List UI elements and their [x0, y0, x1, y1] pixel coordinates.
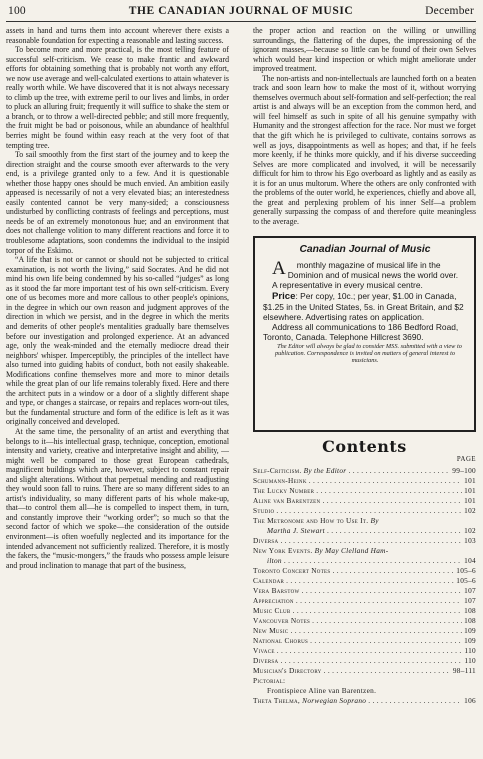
toc-entry-page: 106 [464, 695, 476, 705]
toc-entry-title: Vera Barstow [253, 585, 300, 595]
toc-entry-title: Vivace [253, 645, 275, 655]
paragraph: At the same time, the personality of an artist and everything that belongs to it—his intellectual grasp, technique, conception, emotional intensity and variety, creative and interpretative insight and ability, —might well be compared to those great European cathedrals, magnificent buildings which are, however, subject to constant repair and slight alterations. Without that perpetual mending and readjusting they would soon fall to ruins. There are so many different sides to an artist's individuality, so many different parts of his whole make-up, that—to control them all—he is compelled to inspect them, in turn, and constantly improve their “working order”; so much so that the second factor of which we spoke—the consideration of the outside environment—is often woefully neglected and its importance for the intended advancement not sufficiently realized. Therefore, it is mostly the fakers, the “music-mongers,” the frauds who possess ample leisure and proud inclination to manage that part of the business, [6, 426, 229, 570]
toc-entry-title [267, 686, 376, 696]
toc-entry-page: 103 [464, 535, 476, 545]
toc-entry [253, 616, 476, 626]
toc-entry-page: 102 [464, 505, 476, 515]
toc-entry [253, 636, 476, 646]
toc-entry-title: Diversa [253, 655, 279, 665]
toc-entry-page: 99–100 [452, 465, 476, 475]
paragraph: The non-artists and non-intellectuals are launched forth on a beaten track and soon learn how to make the most of it, without worrying themselves overmuch about self-formation and self-perfection; the real artist is and always will be an exception from the common herd, and will feel himself as such in spite of all his genuine sympathy with Humanity and the strongest affection for the race. Nor must we forget that the gift which he is privileged to cultivate, contains sorrows as well as joys, disappointments as well as hopes; and that, if he feels more keenly, if he thinks more quickly, and if his diverse succeeding Selves are more complicated and involved, it will be necessarily difficult for him to throw his Ego overboard as lightly and as easily as it is for an unus multorum. Where the others are only confronted with the problems of the outer world, he experiences, chiefly and above all, the great and perplexing problem of his inner Self—a problem generally surpassing the compass of and therefore quite meaningless to the average. [253, 73, 476, 226]
toc-entry-title: National Chorus [253, 635, 309, 645]
paragraph: “A life that is not or cannot or should not be subjected to critical examination, is not worth the living,” said Socrates. And he did not mind his own life being condemned by his so-called “judges” as long as it stood the far more important test of his own self-criticism. Every one of us becomes more and more callous to other people's opinions, in the degree in which our own reason and judgment approves of the direction in which we persist, and in the degree in which the merits and demerits of other people's mentalities gradually bare themselves before our investigation and prolonged experience. At an advanced age, only the weak-minded and the eternally mediocre dread their neighbors' whisper. Imperceptibly, the principles of the intellect have also turned into guiding habits of conduct, both not easily shakeable. Modifications confine themselves more and more to minor details while the great plan of our life remains tolerably fixed. Here and there the architect puts in a window or a door of a slightly different shape and type, or changes a staircase, or repairs and replaces worn-out tiles, but the fundamental structure and form of the edifice is left as it was originally conceived and developed. [6, 255, 229, 427]
toc-entry [253, 566, 476, 576]
price-label: Price [272, 290, 296, 302]
toc-entry-page: 110 [464, 645, 476, 655]
toc-entry-title [267, 526, 325, 536]
toc-entry-page: 109 [464, 635, 476, 645]
right-column [253, 26, 476, 751]
toc-entry [253, 606, 476, 616]
toc-entry [253, 646, 476, 656]
contents-heading: Contents [322, 437, 407, 457]
toc-leader-dots [284, 556, 462, 566]
drop-cap: A [272, 258, 286, 280]
toc-entry-byline: By May Clelland Ham- [312, 545, 389, 555]
toc-leader-dots [312, 616, 462, 626]
toc-entry [253, 656, 476, 666]
toc-leader-dots [310, 636, 462, 646]
toc-entry-title: Appreciation [253, 595, 294, 605]
toc-entry [253, 546, 476, 556]
toc-entry-byline: By the Editor [301, 465, 347, 475]
toc-entry-title: Studio [253, 505, 275, 515]
toc-leader-dots [296, 596, 462, 606]
toc-entry-page: 108 [464, 615, 476, 625]
toc-entry-page: 108 [464, 605, 476, 615]
toc-entry-page: 110 [464, 655, 476, 665]
toc-entry-title: The Metronome and How to Use It. By [253, 515, 379, 525]
toc-entry-title: Toronto Concert Notes [253, 565, 331, 575]
toc-entry [253, 676, 476, 686]
toc-entry [253, 516, 476, 526]
journal-title: THE CANADIAN JOURNAL OF MUSIC [128, 5, 354, 17]
subscription-advertisement [253, 236, 476, 432]
toc-entry-page: 107 [464, 585, 476, 595]
paragraph: To become more and more practical, is the most telling feature of successful self-criticism. We cease to make frantic and awkward efforts for obtaining something that is probably not worth any effort, we now use average and well-calculated exertions to attain whatever is really worth while. We have discovered that it is not always necessary to climb up the tree, with extreme peril to our lives and limbs, in order to pluck an alluring fruit; frequently it will suffice to shake the stem or a branch, or to throw a well-directed pebble; and still more frequently, the fruit might be bad or poisonous, while an abundance of healthful berries might be found within easy reach at the very foot of that tempting tree. [6, 45, 229, 150]
page-number: 100 [8, 5, 26, 17]
toc-entry [253, 666, 476, 676]
toc-entry [253, 626, 476, 636]
ad-description-text: monthly magazine of musical life in the Dominion and of musical news the world over. [287, 260, 459, 281]
toc-leader-dots [348, 466, 450, 476]
ad-price [263, 291, 467, 323]
toc-entry [253, 586, 476, 596]
toc-entry [253, 486, 476, 496]
toc-entry [253, 466, 476, 476]
issue-month: December [425, 5, 474, 17]
toc-entry-byline: ilton [267, 555, 282, 565]
toc-entry-title: New Music [253, 625, 289, 635]
toc-entry-title [267, 556, 282, 566]
price-text: : Per copy, 10c.; per year, $1.00 in Canada, $1.25 in the United States, 5s. in Great Britain, and $2 elsewhere. Advertising rates on application. [263, 290, 464, 323]
contents-page-label: PAGE [456, 456, 476, 464]
toc-leader-dots [316, 486, 462, 496]
toc-leader-dots [280, 656, 462, 666]
toc-leader-dots [309, 476, 462, 486]
toc-entry [253, 506, 476, 516]
toc-leader-dots [324, 666, 451, 676]
toc-entry-page: 105–6 [456, 565, 476, 575]
toc-entry-page: 104 [464, 555, 476, 565]
toc-entry [253, 556, 476, 566]
toc-leader-dots [332, 566, 454, 576]
toc-leader-dots [293, 606, 463, 616]
toc-entry-title: Calendar [253, 575, 285, 585]
toc-leader-dots [322, 496, 462, 506]
toc-entry [253, 596, 476, 606]
toc-entry [253, 576, 476, 586]
toc-entry [253, 496, 476, 506]
toc-entry-page: 101 [464, 475, 476, 485]
ad-description [263, 260, 467, 280]
toc-entry-byline: Norwegian Soprano [300, 695, 367, 705]
ad-representative: A representative in every musical centre. [272, 280, 423, 291]
toc-leader-dots [277, 646, 463, 656]
toc-leader-dots [276, 506, 462, 516]
toc-leader-dots [286, 576, 454, 586]
toc-leader-dots [327, 526, 462, 536]
running-header [6, 4, 476, 20]
toc-entry-page: 107 [464, 595, 476, 605]
toc-entry-title: Musician's Directory [253, 665, 322, 675]
ad-title: Canadian Journal of Music [299, 244, 431, 256]
toc-entry-page: 98–111 [452, 665, 476, 675]
toc-leader-dots [290, 626, 462, 636]
paragraph: the proper action and reaction on the willing or unwilling surroundings, the flattering of the dupes, the impressioning of the ignorant masses,—because so little can be found of their own Selves which would bear kind inspection or which might ameliorate under improved treatment. [253, 26, 476, 74]
toc-entry-byline: By [368, 515, 379, 525]
editor-note: The Editor will always be glad to consider MSS. submitted with a view to publication. Correspondence is invited on matters of general interest to musicians. [274, 342, 462, 365]
paragraph: To sail smoothly from the first start of the journey and to keep the direction straight and the course smooth ever afterwards to the very end, is a privilege granted only to a few. And it is questionable whether those happy ones should be much envied. An ambition easily appeased is necessarily of not a very elevated bias; an interestedness easily contented cannot be very many-sided; a consciousness undisturbed by conflicting contrasts of feelings and perceptions, must needs be of an extremely monotonous hue; and an environment that does not challenge volition to many different reactions and force it to troublesome adaptations, soon condemns the individual to the insipid torpor of the Eskimo. [6, 150, 229, 255]
toc-entry [253, 526, 476, 536]
toc-entry [253, 696, 476, 706]
toc-entry-title: Theta Thelma, Norwegian Soprano [253, 695, 367, 705]
left-column [6, 26, 229, 751]
toc-entry-title: Self-Criticism. By the Editor [253, 465, 347, 475]
toc-entry-page: 109 [464, 625, 476, 635]
toc-entry-title: Pictorial: [253, 675, 286, 685]
toc-entry-page: 102 [464, 525, 476, 535]
toc-entry-title: Vancouver Notes [253, 615, 311, 625]
toc-leader-dots [280, 536, 462, 546]
toc-entry-title: Diversa [253, 535, 279, 545]
table-of-contents [253, 466, 476, 706]
toc-entry-byline: Frontispiece Aline van Barentzen. [267, 685, 377, 695]
toc-entry-title: Schumann-Heink [253, 475, 307, 485]
toc-entry-title: Music Club [253, 605, 291, 615]
toc-entry [253, 536, 476, 546]
toc-entry-page: 101 [464, 495, 476, 505]
toc-entry-title: The Lucky Number [253, 485, 315, 495]
toc-entry-page: 105–6 [456, 575, 476, 585]
toc-entry-title: Aline van Barentzen [253, 495, 321, 505]
header-rule [6, 21, 476, 22]
toc-entry-byline: Martha J. Stewart [267, 525, 325, 535]
toc-leader-dots [302, 586, 463, 596]
paragraph: assets in hand and turns them into account wherever there exists a reasonable foundation for expecting a reasonable and lasting success. [6, 26, 229, 45]
toc-entry [253, 686, 476, 696]
ad-address: Address all communications to 186 Bedford Road, Toronto, Canada. Telephone Hillcrest 3690. [263, 322, 459, 343]
toc-entry-title: New York Events. By May Clelland Ham- [253, 545, 389, 555]
toc-leader-dots [368, 696, 462, 706]
toc-entry [253, 476, 476, 486]
toc-entry-page: 101 [464, 485, 476, 495]
